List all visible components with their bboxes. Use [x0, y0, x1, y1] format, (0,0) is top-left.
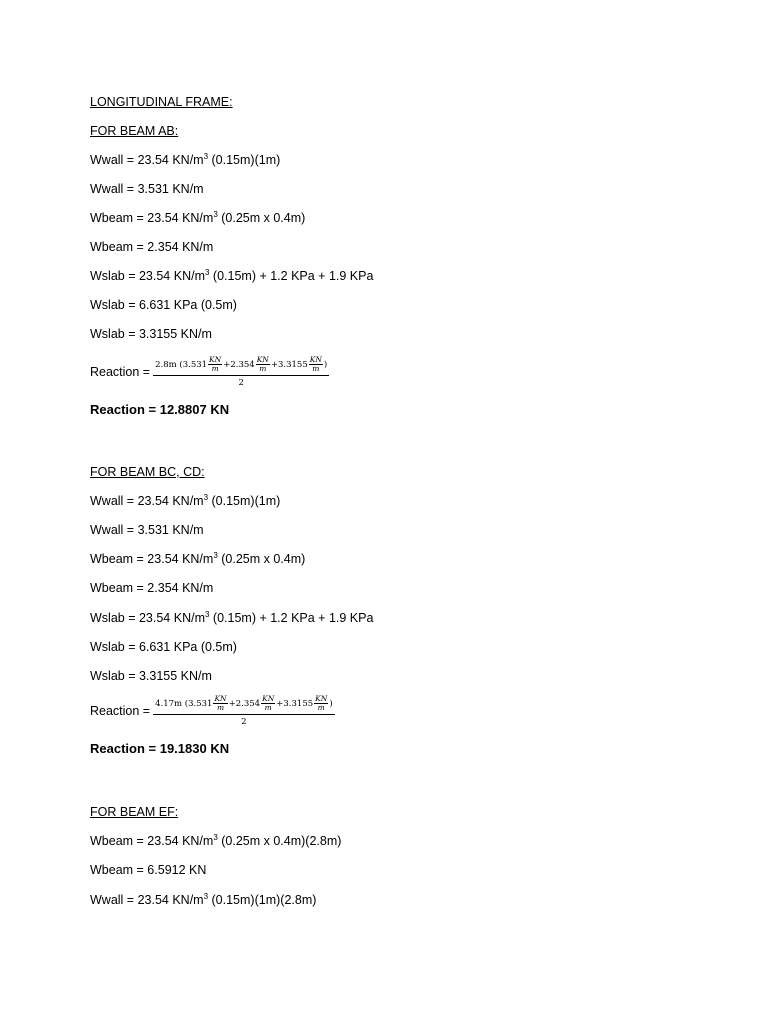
beam-ab-beam-result: Wbeam = 2.354 KN/m [90, 240, 214, 254]
beam-ef-beam-equation: Wbeam = 23.54 $KN/m^3$ (0.25m x 0.4m)(2.8m) [90, 832, 342, 848]
beam-ab-beam-equation: Wbeam = 23.54 $KN/m^3$ (0.25m x 0.4m) [90, 209, 306, 225]
beam-bc-cd-beam-equation: Wbeam = 23.54 $KN/m^3$ (0.25m x 0.4m) [90, 550, 306, 566]
beam-ab-slab-intermediate: Wslab = 6.631 KPa (0.5m) [90, 298, 237, 312]
fraction-numerator: 2.8m (3.531 KN m +2.354 KN m +3.3155 KN m ) [153, 356, 329, 376]
beam-ab-wall-equation: Wwall = 23.54 $KN/m^3$ (0.15m)(1m) [90, 151, 281, 167]
beam-ef-beam-result: Wbeam = 6.5912 KN [90, 863, 207, 877]
beam-bc-cd-slab-equation: Wslab = 23.54 $KN/m^3$ (0.15m) + 1.2 KPa + 1.9 KPa [90, 609, 374, 625]
beam-ab-title: FOR BEAM AB: [90, 124, 179, 138]
reaction-fraction [153, 695, 335, 727]
reaction-fraction [153, 356, 329, 388]
beam-ef-title: FOR BEAM EF: [90, 805, 179, 819]
beam-bc-cd-wall-equation: Wwall = 23.54 $KN/m^3$ (0.15m)(1m) [90, 492, 281, 508]
reaction-label: Reaction = [90, 365, 151, 379]
beam-bc-cd-title: FOR BEAM BC, CD: [90, 465, 205, 479]
beam-ab-wall-result: Wwall = 3.531 KN/m [90, 182, 204, 196]
beam-bc-cd-slab-intermediate: Wslab = 6.631 KPa (0.5m) [90, 640, 237, 654]
beam-ab-reaction-formula [90, 356, 329, 388]
beam-ab-reaction-result: Reaction = 12.8807 KN [90, 402, 230, 417]
beam-ab-slab-result: Wslab = 3.3155 KN/m [90, 327, 212, 341]
beam-bc-cd-reaction-formula [90, 695, 335, 727]
beam-ab-slab-equation: Wslab = 23.54 $KN/m^3$ (0.15m) + 1.2 KPa + 1.9 KPa [90, 267, 374, 283]
section-heading: LONGITUDINAL FRAME: [90, 95, 233, 109]
beam-bc-cd-beam-result: Wbeam = 2.354 KN/m [90, 581, 214, 595]
fraction-denominator: 2 [238, 378, 244, 388]
fraction-denominator: 2 [241, 717, 247, 727]
fraction-numerator: 4.17m (3.531 KN m +2.354 KN m +3.3155 KN m ) [153, 695, 335, 715]
beam-bc-cd-slab-result: Wslab = 3.3155 KN/m [90, 669, 212, 683]
beam-bc-cd-wall-result: Wwall = 3.531 KN/m [90, 523, 204, 537]
beam-ef-wall-equation: Wwall = 23.54 $KN/m^3$ (0.15m)(1m)(2.8m) [90, 891, 317, 907]
beam-bc-cd-reaction-result: Reaction = 19.1830 KN [90, 741, 230, 756]
reaction-label: Reaction = [90, 704, 151, 718]
